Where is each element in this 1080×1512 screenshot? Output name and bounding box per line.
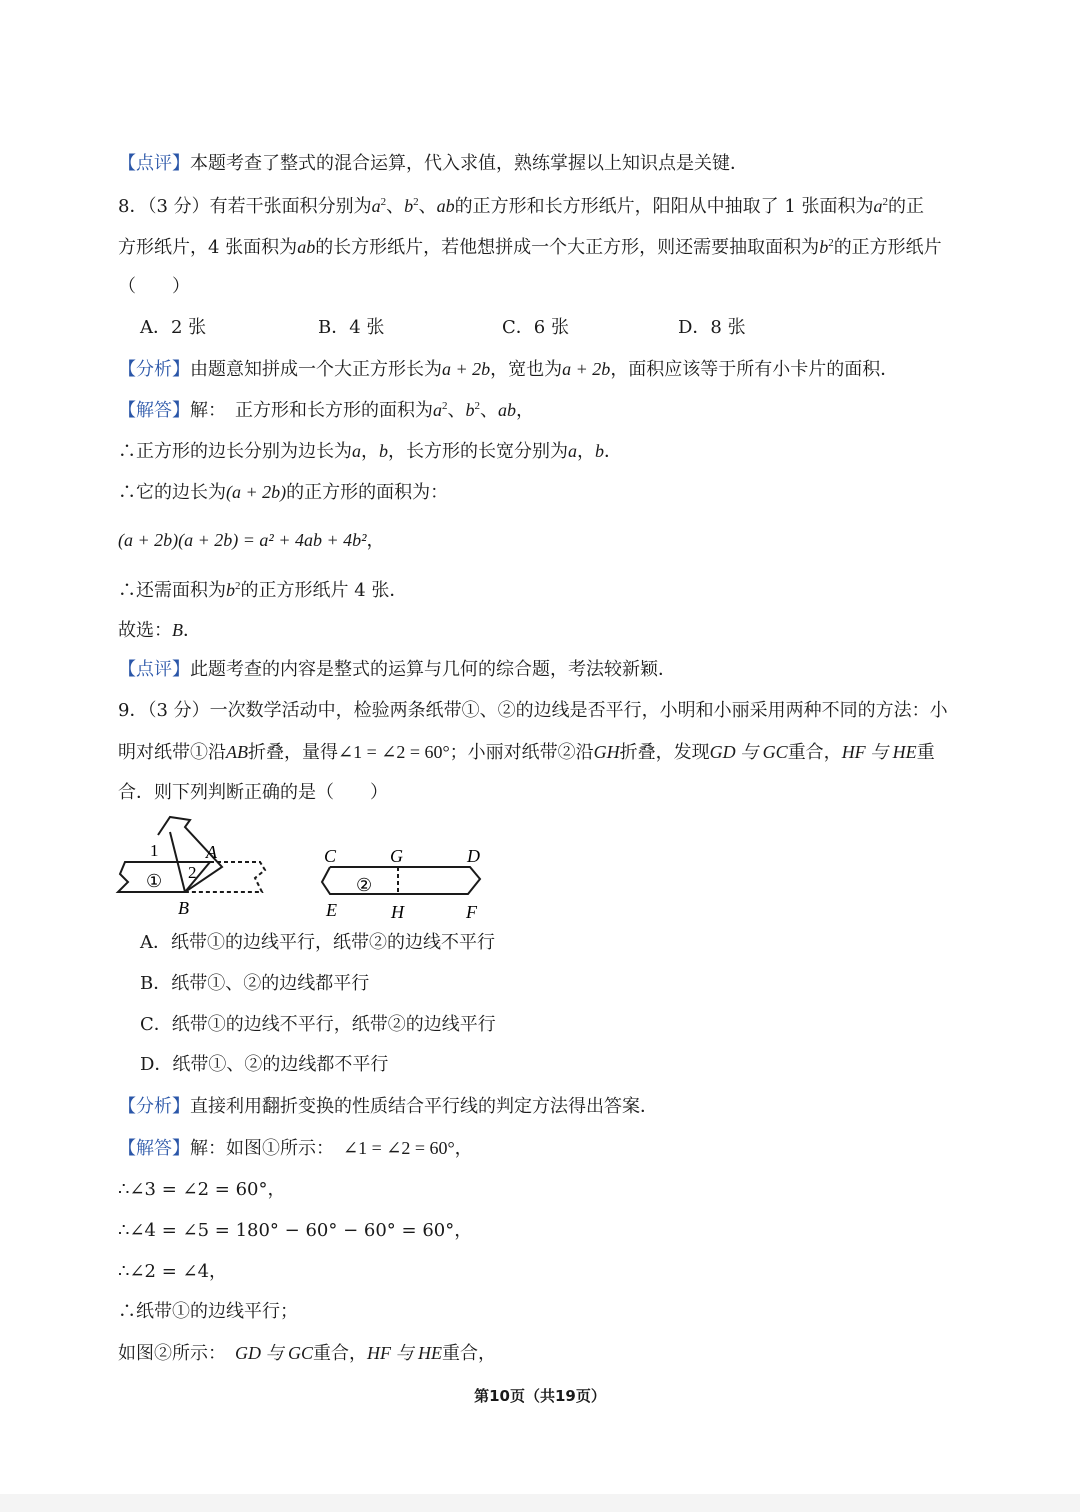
math-a: a [371,196,381,216]
solution-tag: 【解答】 [118,1138,190,1159]
math-HF-HE: HF 与 HE [841,742,917,762]
q8-stem-line3: （ ） [118,276,190,297]
math-b: b [595,441,604,461]
math-a: a [873,196,883,216]
math-expr: a + 2b [562,359,611,379]
q8-option-c: C．6 张 [502,317,569,338]
q8-step4 [118,578,968,603]
q8-comment [118,658,968,682]
q9-option-c: C．纸带①的边线不平行，纸带②的边线平行 [140,1014,496,1035]
math-b: b [819,237,829,257]
math-b: b [226,580,235,600]
q9-stem-line1: 9．（3 分）一次数学活动中，检验两条纸带①、②的边线是否平行，小明和小丽采用两种不同的方法：小 [118,700,948,721]
q8-step2 [118,480,968,505]
math-angle: ∠1 = ∠2 = 60° [343,1138,455,1158]
sep: 、 [386,196,405,217]
math-HF-HE: HF 与 HE [367,1343,443,1363]
solution-tag: 【解答】 [118,400,190,421]
q9-text: 重合， [787,742,842,763]
q8-text: 8．（3 分）有若干张面积分别为 [118,196,372,217]
q8-text: 的正方形的面积为： [286,482,449,503]
q8-text: 故选： [118,620,172,641]
q9-option-a: A．纸带①的边线平行，纸带②的边线不平行 [140,932,495,953]
bottom-bar [0,1494,1080,1512]
q8-solution [118,398,968,423]
analysis-tag: 【分析】 [118,359,190,380]
total-pages: 19 [555,1387,576,1405]
q8-step3 [118,528,968,553]
sep: ， [366,530,385,551]
math-a: a [352,441,361,461]
math-expr: a + 2b [442,359,491,379]
page-number: 10 [489,1387,510,1405]
q8-step1 [118,439,968,464]
q9-text: 明对纸带①沿 [118,742,226,763]
q8-text: 由题意知拼成一个大正方形长为 [190,359,442,380]
math-GD-GC: GD 与 GC [709,742,788,762]
math-ab: ab [498,400,516,420]
q8-text: 解： 正方形和长方形的面积为 [190,400,433,421]
q7-comment [118,152,968,176]
sep: ， [361,441,379,462]
sep: 、 [447,400,466,421]
q8-comment-text: 此题考查的内容是整式的运算与几何的综合题，考法较新颖． [190,659,676,680]
q9-text: 折叠，发现 [619,742,710,763]
q8-option-b: B．4 张 [318,317,385,338]
q9-step3: ∴∠2 = ∠4， [118,1261,228,1282]
page-footer [0,1385,1080,1406]
sup: 2 [474,400,480,412]
fig-label-B: B [178,898,189,918]
math-GD-GC: GD 与 GC [235,1343,314,1363]
fig-label-A: A [206,842,217,862]
q9-step4: ∴纸带①的边线平行； [118,1301,298,1322]
math-b: b [404,196,414,216]
math-equation: (a + 2b)(a + 2b) = a² + 4ab + 4b² [118,530,367,550]
math-expr: (a + 2b) [226,482,287,502]
fig-label-2: 2 [188,863,197,882]
q9-stem-line2 [118,740,968,765]
q8-text: ∴它的边长为 [118,482,226,503]
sup: 2 [235,580,241,592]
q8-analysis [118,357,968,382]
sep: ， [577,441,595,462]
q8-text: 的正方形纸片 4 张． [240,580,408,601]
sup: 2 [413,196,419,208]
math-angle: ∠1 = ∠2 = 60° [338,742,450,762]
q8-choice [118,618,968,643]
q9-text: 重合， [442,1343,497,1364]
math-ab: ab [436,196,455,216]
fig-label-C: C [324,846,337,866]
math-a: a [568,441,577,461]
q8-text: 的正 [888,196,925,217]
q9-step2: ∴∠4 = ∠5 = 180° − 60° − 60° = 60°， [118,1220,473,1241]
q8-text: 方形纸片，4 张面积为 [118,237,298,258]
sup: 2 [882,196,889,208]
fig-label-1: 1 [150,841,159,860]
sep: ． [604,441,622,462]
comment-tag: 【点评】 [118,659,190,680]
fig-label-H: H [391,902,404,922]
sup: 2 [442,400,448,412]
q7-comment-text: 本题考查了整式的混合运算，代入求值，熟练掌握以上知识点是关键． [190,153,748,174]
sep: ． [183,620,201,641]
comment-tag: 【点评】 [118,153,190,174]
math-b: b [465,400,475,420]
math-ab: ab [297,237,316,257]
q8-text: ，长方形的长宽分别为 [388,441,568,462]
sep: 、 [480,400,498,421]
analysis-tag: 【分析】 [118,1096,190,1117]
q9-stem-line3: 合．则下列判断正确的是（ ） [118,782,388,803]
sep: ， [516,400,534,421]
figure-2 [322,867,480,894]
q9-text: 重 [916,742,935,763]
math-a: a [433,400,442,420]
sep: 、 [418,196,437,217]
q9-text: 重合， [313,1343,368,1364]
q8-stem-line1 [118,194,968,219]
footer-text: 页（共 [509,1387,555,1405]
q9-option-d: D．纸带①、②的边线都不平行 [140,1054,389,1075]
q9-text: 直接利用翻折变换的性质结合平行线的判定方法得出答案． [190,1096,658,1117]
q9-text: 解：如图①所示： [190,1138,325,1159]
sup: 2 [380,196,387,208]
fig-label-E: E [326,900,337,920]
q8-text: ∴正方形的边长分别为边长为 [118,441,352,462]
q9-step5 [118,1341,968,1366]
math-b: b [379,441,388,461]
sup: 2 [828,237,834,249]
fig-label-G: G [390,846,403,866]
math-AB: AB [226,742,248,762]
q9-step1: ∴∠3 = ∠2 = 60°， [118,1179,286,1200]
math-GH: GH [593,742,620,762]
answer-value: B [172,620,183,640]
q8-option-a: A．2 张 [140,317,207,338]
fig-label-F: F [466,902,477,922]
q8-text: 的长方形纸片，若他想拼成一个大正方形，则还需要抽取面积为 [315,237,820,258]
fig-label-D: D [467,846,480,866]
q8-text: ，宽也为 [490,359,563,380]
fig-label-circ1: ① [146,871,163,891]
q8-stem-line2 [118,235,968,260]
tape2-outline [322,867,480,894]
q9-text: 折叠，量得 [248,742,338,763]
q9-text: 如图②所示： [118,1343,217,1364]
q8-text: 的正方形和长方形纸片，阳阳从中抽取了 1 张面积为 [454,196,874,217]
sep: ， [454,1138,473,1159]
q8-text: ，面积应该等于所有小卡片的面积． [610,359,899,380]
footer-text: 第 [474,1387,490,1405]
footer-text: 页） [575,1387,606,1405]
q9-analysis [118,1095,968,1119]
fig-label-circ2: ② [356,875,373,895]
q9-text: ；小丽对纸带②沿 [449,742,594,763]
q9-option-b: B．纸带①、②的边线都平行 [140,973,370,994]
q9-solution [118,1136,968,1161]
q8-option-d: D．8 张 [678,317,746,338]
q9-figure [110,812,500,922]
q8-text: ∴还需面积为 [118,580,226,601]
q8-text: 的正方形纸片 [833,237,942,258]
